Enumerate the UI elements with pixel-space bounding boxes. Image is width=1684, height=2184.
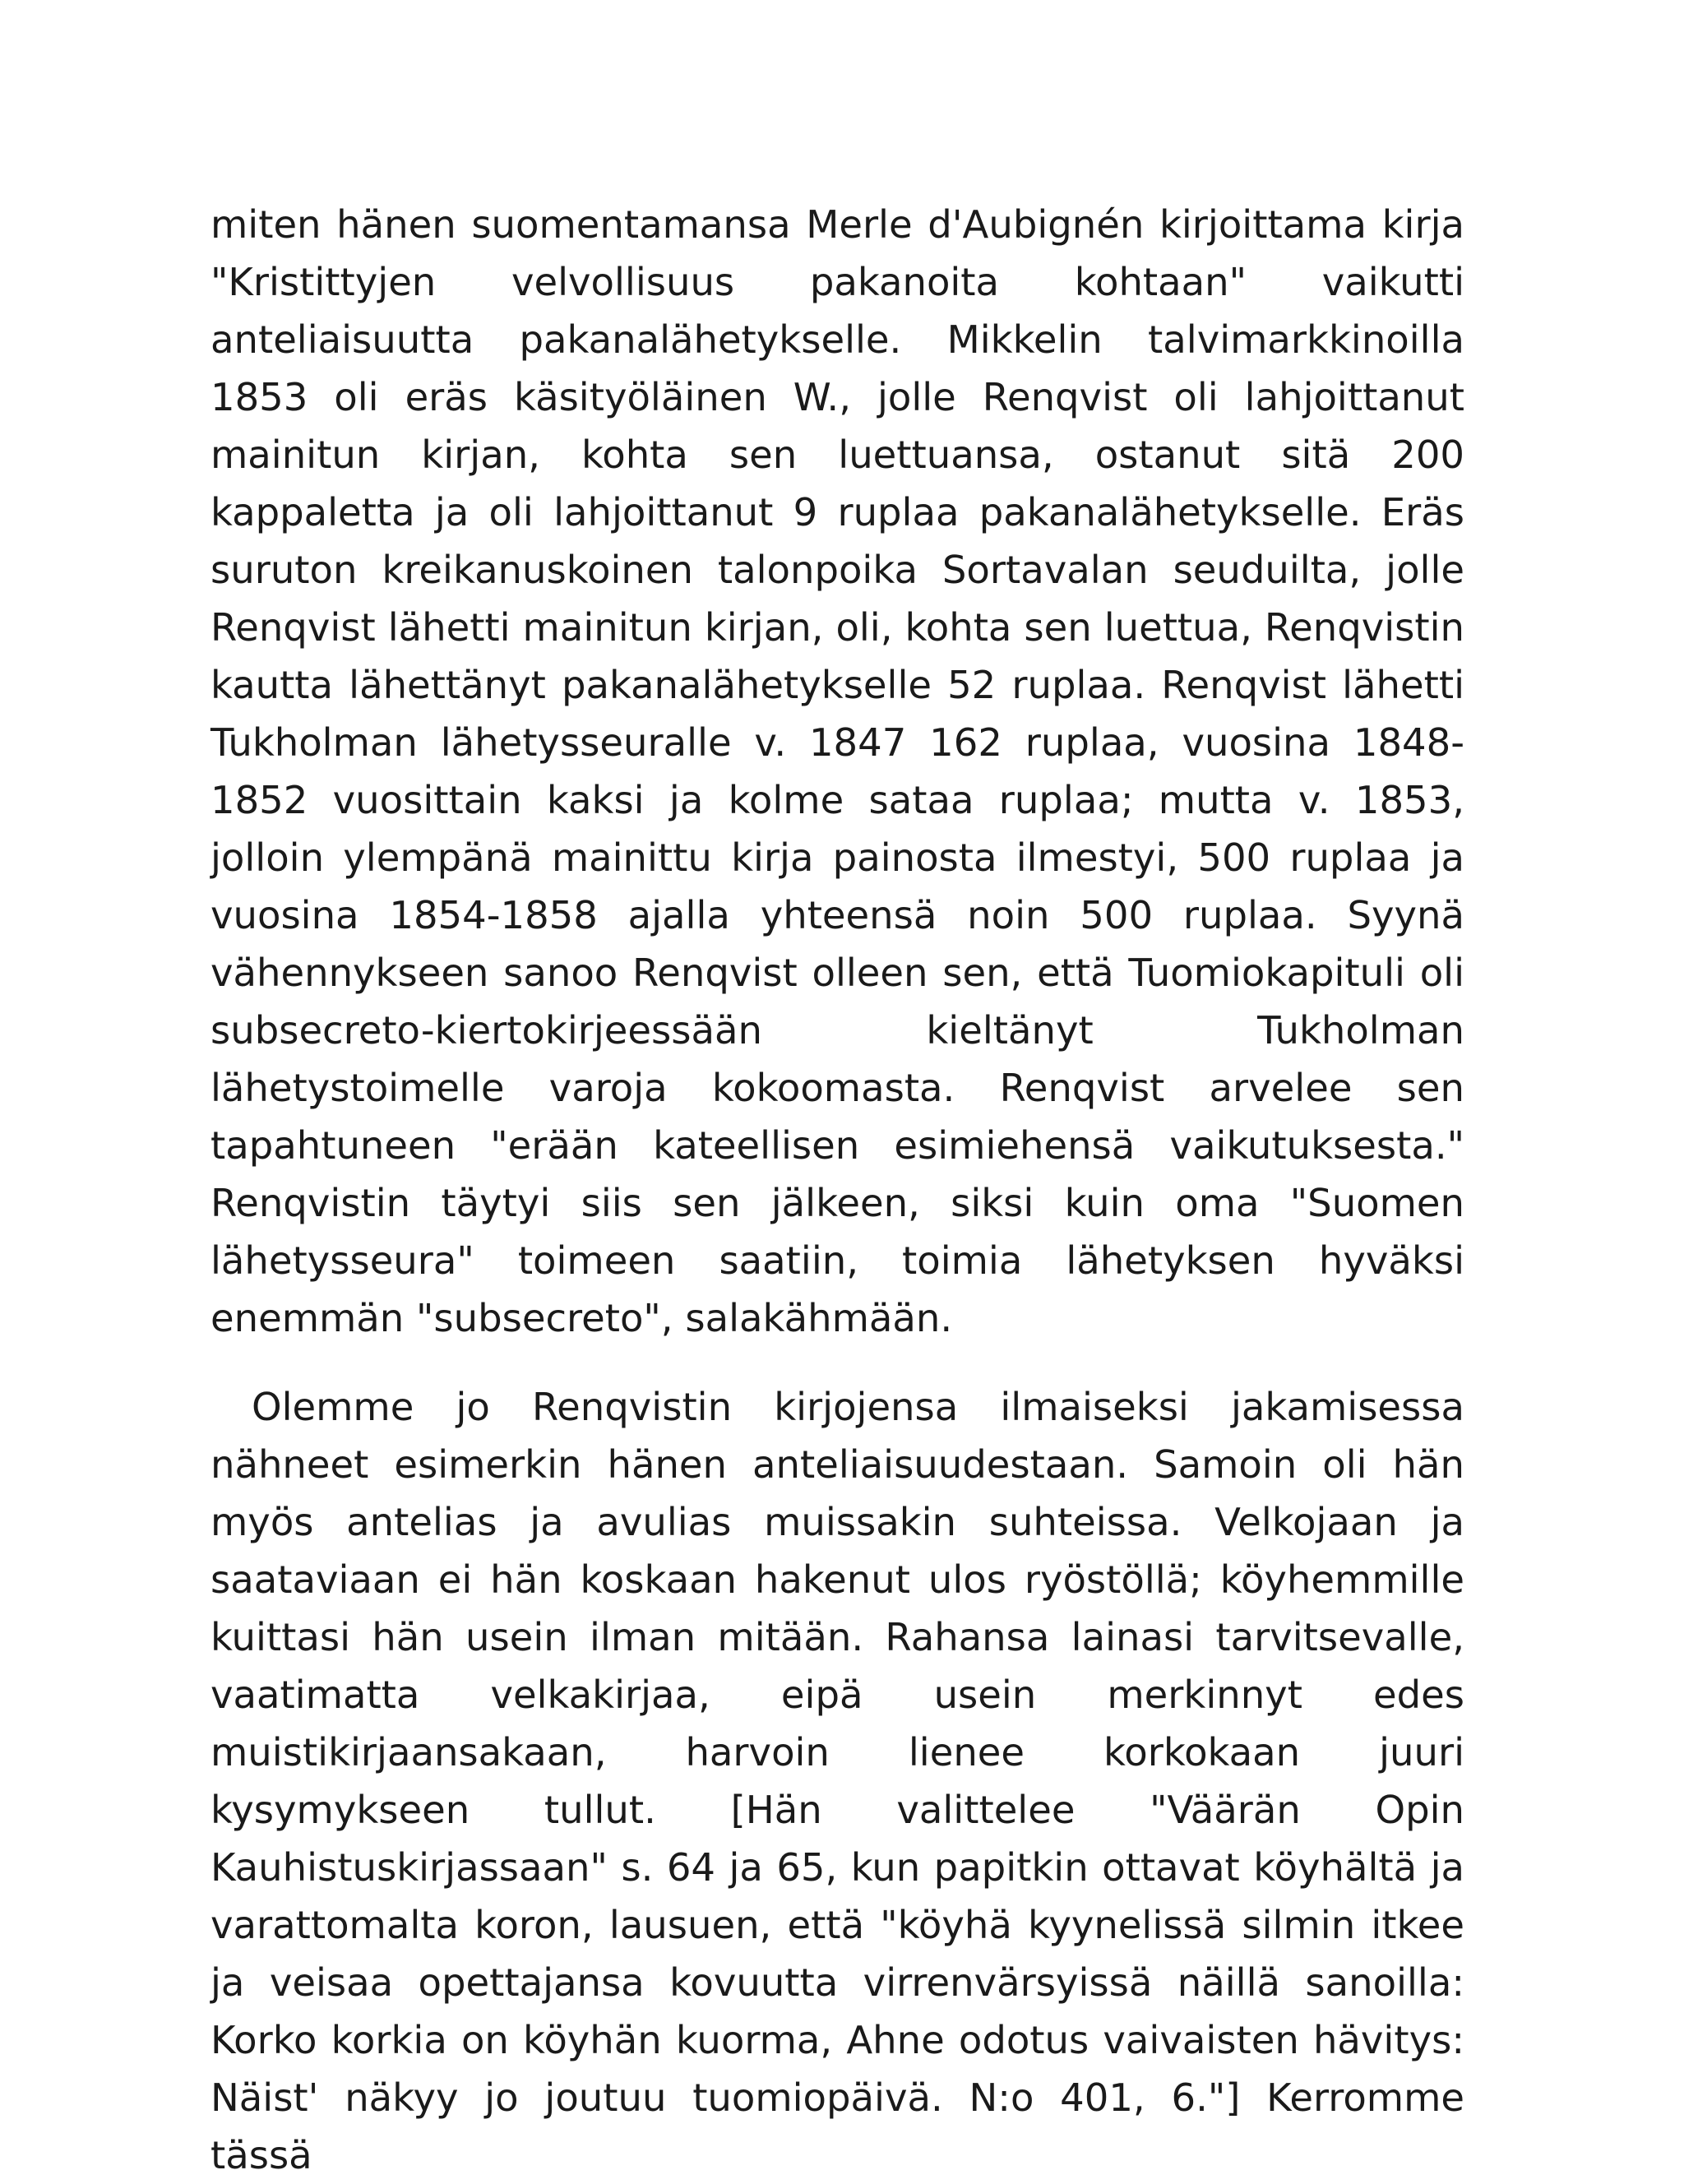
body-text — [210, 196, 1464, 2184]
paragraph-1: miten hänen suomentamansa Merle d'Aubignén kirjoittama kirja "Kristittyjen velvollisuus pakanoita kohtaan" vaikutti anteliaisuutta pakanalähetykselle. Mikkelin talvimarkkinoilla 1853 oli eräs käsityöläinen W., jolle Renqvist oli lahjoittanut mainitun kirjan, kohta sen luettuansa, ostanut sitä 200 kappaletta ja oli lahjoittanut 9 ruplaa pakanalähetykselle. Eräs suruton kreikanuskoinen talonpoika Sortavalan seuduilta, jolle Renqvist lähetti mainitun kirjan, oli, kohta sen luettua, Renqvistin kautta lähettänyt pakanalähetykselle 52 ruplaa. Renqvist lähetti Tukholman lähetysseuralle v. 1847 162 ruplaa, vuosina 1848-1852 vuosittain kaksi ja kolme sataa ruplaa; mutta v. 1853, jolloin ylempänä mainittu kirja painosta ilmestyi, 500 ruplaa ja vuosina 1854-1858 ajalla yhteensä noin 500 ruplaa. Syynä vähennykseen sanoo Renqvist olleen sen, että Tuomiokapituli oli subsecreto-kiertokirjeessään kieltänyt Tukholman lähetystoimelle varoja kokoomasta. Renqvist arvelee sen tapahtuneen "erään kateellisen esimiehensä vaikutuksesta." Renqvistin täytyi siis sen jälkeen, siksi kuin oma "Suomen lähetysseura" toimeen saatiin, toimia lähetyksen hyväksi enemmän "subsecreto", salakähmään. — [210, 202, 1464, 1340]
paragraph-2: Olemme jo Renqvistin kirjojensa ilmaiseksi jakamisessa nähneet esimerkin hänen anteliaisuudestaan. Samoin oli hän myös antelias ja avulias muissakin suhteissa. Velkojaan ja saataviaan ei hän koskaan hakenut ulos ryöstöllä; köyhemmille kuittasi hän usein ilman mitään. Rahansa lainasi tarvitsevalle, vaatimatta velkakirjaa, eipä usein merkinnyt edes muistikirjaansakaan, harvoin lienee korkokaan juuri kysymykseen tullut. [Hän valittelee "Väärän Opin Kauhistuskirjassaan" s. 64 ja 65, kun papitkin ottavat köyhältä ja varattomalta koron, lausuen, että "köyhä kyynelissä silmin itkee ja veisaa opettajansa kovuutta virrenvärsyissä näillä sanoilla: Korko korkia on köyhän kuorma, Ahne odotus vaivaisten hävitys: Näist' näkyy jo joutuu tuomiopäivä. N:o 401, 6."] Kerromme tässä — [210, 1385, 1464, 2177]
